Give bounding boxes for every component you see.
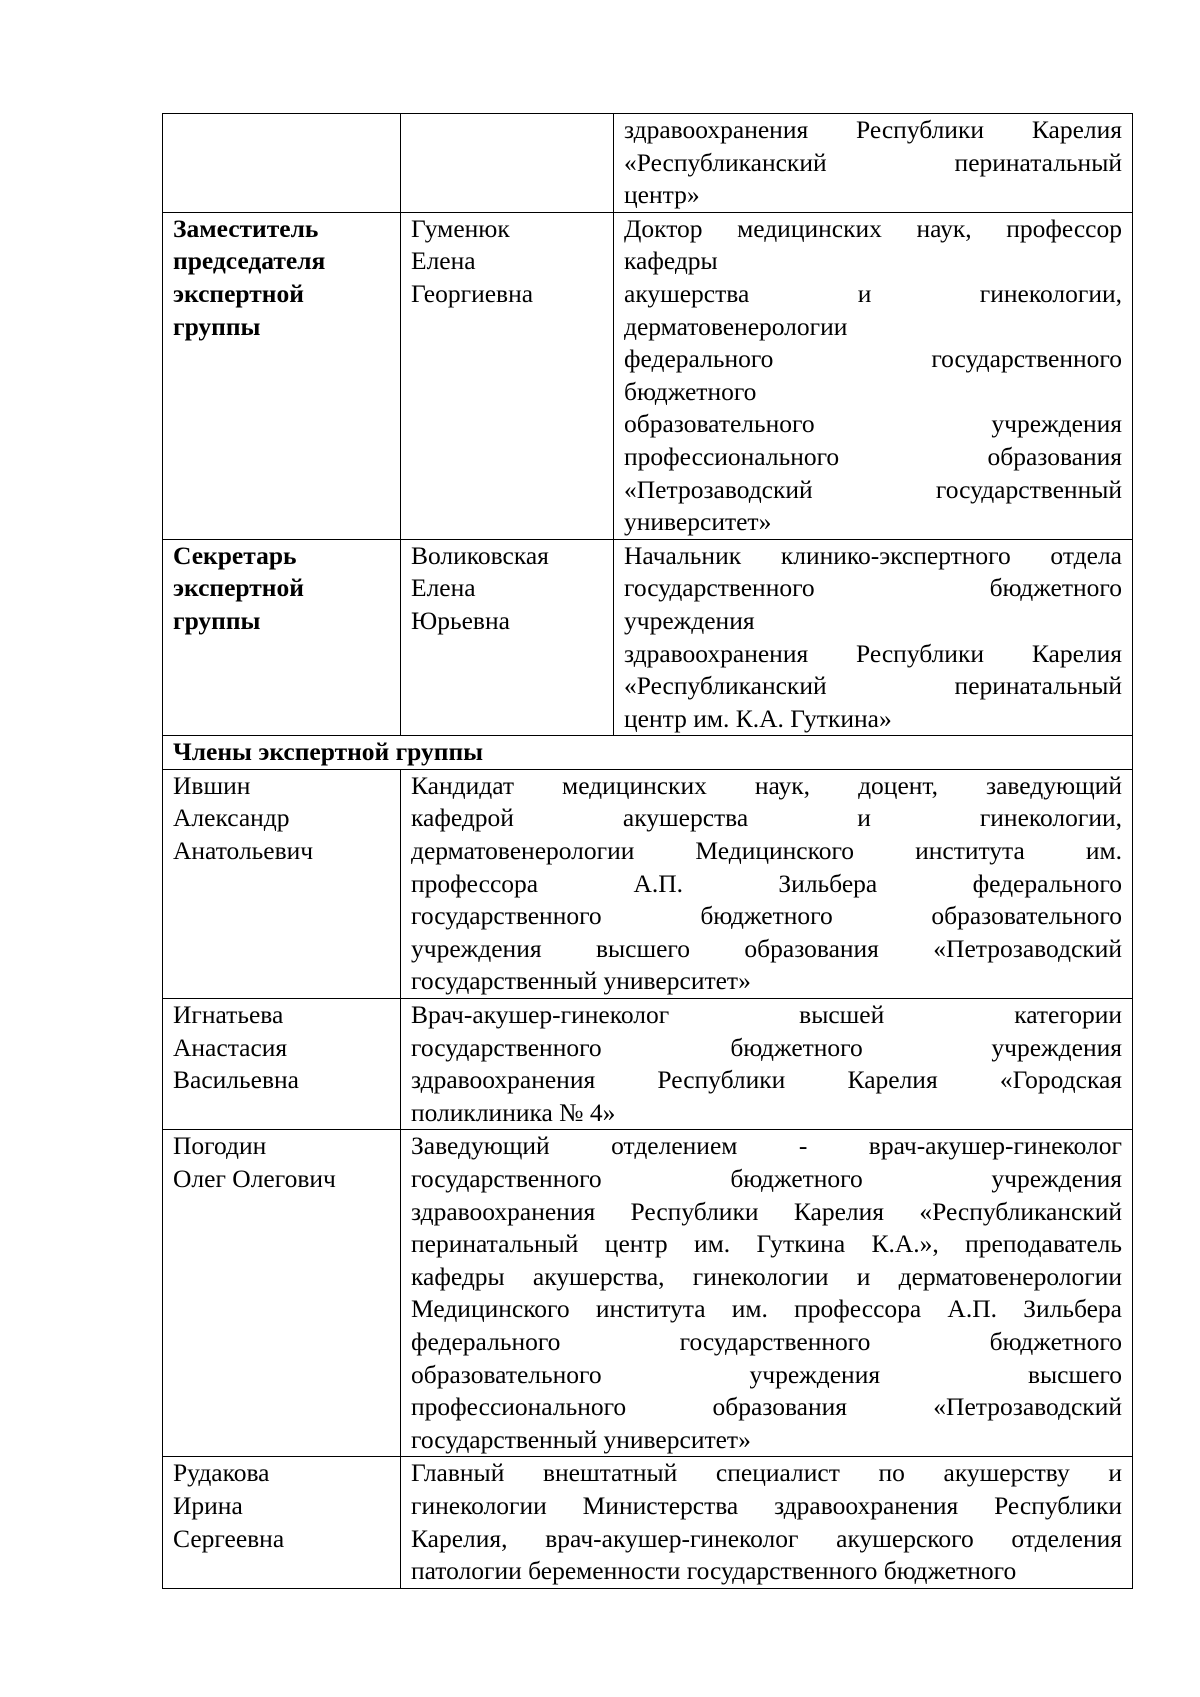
text-line: Елена: [411, 246, 476, 276]
text-line: Олег Олегович: [173, 1164, 336, 1193]
name-cell: [401, 539, 614, 736]
text-line: Сергеевна: [173, 1523, 285, 1553]
role-cell: [163, 114, 401, 213]
text-line: Георгиевна: [411, 278, 534, 308]
text-line: государственного бюджетного: [624, 573, 1122, 603]
description-cell: [614, 212, 1133, 539]
member-row: [163, 769, 1133, 998]
member-name-cell: [163, 999, 401, 1130]
text-line: Александр: [173, 803, 290, 833]
member-name-cell: [163, 1457, 401, 1588]
text-line: «Республиканский перинатальный: [624, 671, 1122, 701]
text-line: Медицинского института им. профессора А.П. Зильбера: [411, 1294, 1122, 1324]
text-line: «Петрозаводский государственный: [624, 474, 1122, 504]
text-line: центр»: [624, 180, 700, 210]
member-row: [163, 1130, 1133, 1457]
text-line: государственный университет»: [411, 1424, 751, 1454]
member-name-cell: [163, 769, 401, 998]
text-line: центр им. К.А. Гуткина»: [624, 703, 892, 733]
text-line: университет»: [624, 507, 772, 537]
text-line: учреждения высшего образования «Петрозаводский: [411, 933, 1122, 963]
text-line: Елена: [411, 573, 476, 603]
text-line: Погодин: [173, 1131, 267, 1161]
text-line: кафедрой акушерства и гинекологии,: [411, 803, 1122, 833]
member-row: [163, 1457, 1133, 1588]
text-line: Секретарь: [173, 540, 297, 570]
text-line: группы: [173, 311, 261, 341]
text-line: перинатальный центр им. Гуткина К.А.», преподаватель: [411, 1229, 1122, 1259]
description-cell: [614, 114, 1133, 213]
text-line: Главный внештатный специалист по акушерству и: [411, 1458, 1122, 1488]
text-line: Анастасия: [173, 1032, 288, 1062]
text-line: акушерства и гинекологии,: [624, 278, 1122, 308]
text-line: здравоохранения Республики Карелия: [624, 115, 1122, 144]
text-line: Карелия, врач-акушер-гинеколог акушерского отделения: [411, 1523, 1122, 1553]
text-line: государственного бюджетного учреждения: [411, 1032, 1122, 1062]
text-line: Воликовская: [411, 540, 549, 570]
text-line: профессионального образования «Петрозаводский: [411, 1392, 1122, 1422]
text-line: государственный университет»: [411, 966, 751, 996]
name-cell: [401, 212, 614, 539]
text-line: дерматовенерологии: [624, 311, 848, 341]
member-row: [163, 999, 1133, 1130]
member-description-cell: [401, 1457, 1133, 1588]
member-description-cell: [401, 1130, 1133, 1457]
role-cell: [163, 212, 401, 539]
text-line: Начальник клинико-экспертного отдела: [624, 540, 1122, 570]
text-line: здравоохранения Республики Карелия «Городская: [411, 1065, 1122, 1095]
text-line: поликлиника № 4»: [411, 1097, 616, 1127]
text-line: государственного бюджетного образовательного: [411, 901, 1122, 931]
text-line: федерального государственного: [624, 344, 1122, 374]
text-line: Васильевна: [173, 1065, 299, 1095]
text-line: Врач-акушер-гинеколог высшей категории: [411, 1000, 1122, 1030]
text-line: государственного бюджетного учреждения: [411, 1164, 1122, 1193]
text-line: Заведующий отделением - врач-акушер-гинеколог: [411, 1131, 1122, 1161]
text-line: председателя: [173, 246, 326, 276]
section-title: [163, 736, 1133, 770]
table-row: [163, 114, 1133, 213]
text-line: федерального государственного бюджетного: [411, 1326, 1122, 1356]
table-row: [163, 212, 1133, 539]
text-line: профессора А.П. Зильбера федерального: [411, 868, 1122, 898]
section-row: [163, 736, 1133, 770]
text-line: экспертной: [173, 278, 304, 308]
text-line: здравоохранения Республики Карелия: [624, 638, 1122, 668]
text-line: Анатольевич: [173, 836, 314, 866]
text-line: Ирина: [173, 1490, 243, 1520]
text-line: учреждения: [624, 605, 755, 635]
text-line: экспертной: [173, 573, 304, 603]
text-line: здравоохранения Республики Карелия «Республиканский: [411, 1196, 1122, 1226]
text-line: Доктор медицинских наук, профессор: [624, 213, 1122, 243]
expert-group-table: [162, 113, 1133, 1589]
table-row: [163, 539, 1133, 736]
section-title-text: Члены экспертной группы: [173, 737, 484, 767]
text-line: бюджетного: [624, 376, 757, 406]
description-cell: [614, 539, 1133, 736]
text-line: кафедры: [624, 246, 718, 276]
text-line: патологии беременности государственного бюджетного: [411, 1556, 1017, 1586]
text-line: профессионального образования: [624, 441, 1122, 471]
text-line: гинекологии Министерства здравоохранения Республики: [411, 1490, 1122, 1520]
member-name-cell: [163, 1130, 401, 1457]
text-line: Юрьевна: [411, 605, 510, 635]
member-description-cell: [401, 999, 1133, 1130]
text-line: дерматовенерологии Медицинского института им.: [411, 836, 1122, 866]
member-description-cell: [401, 769, 1133, 998]
text-line: группы: [173, 605, 261, 635]
text-line: кафедры акушерства, гинекологии и дерматовенерологии: [411, 1261, 1122, 1291]
text-line: Игнатьева: [173, 1000, 284, 1030]
text-line: Гуменюк: [411, 213, 510, 243]
text-line: Ившин: [173, 770, 251, 800]
text-line: Кандидат медицинских наук, доцент, заведующий: [411, 770, 1122, 800]
text-line: Рудакова: [173, 1458, 270, 1488]
text-line: образовательного учреждения: [624, 409, 1122, 439]
text-line: образовательного учреждения высшего: [411, 1359, 1122, 1389]
role-cell: [163, 539, 401, 736]
text-line: «Республиканский перинатальный: [624, 147, 1122, 177]
text-line: Заместитель: [173, 213, 319, 243]
table-body: [163, 114, 1133, 1589]
name-cell: [401, 114, 614, 213]
